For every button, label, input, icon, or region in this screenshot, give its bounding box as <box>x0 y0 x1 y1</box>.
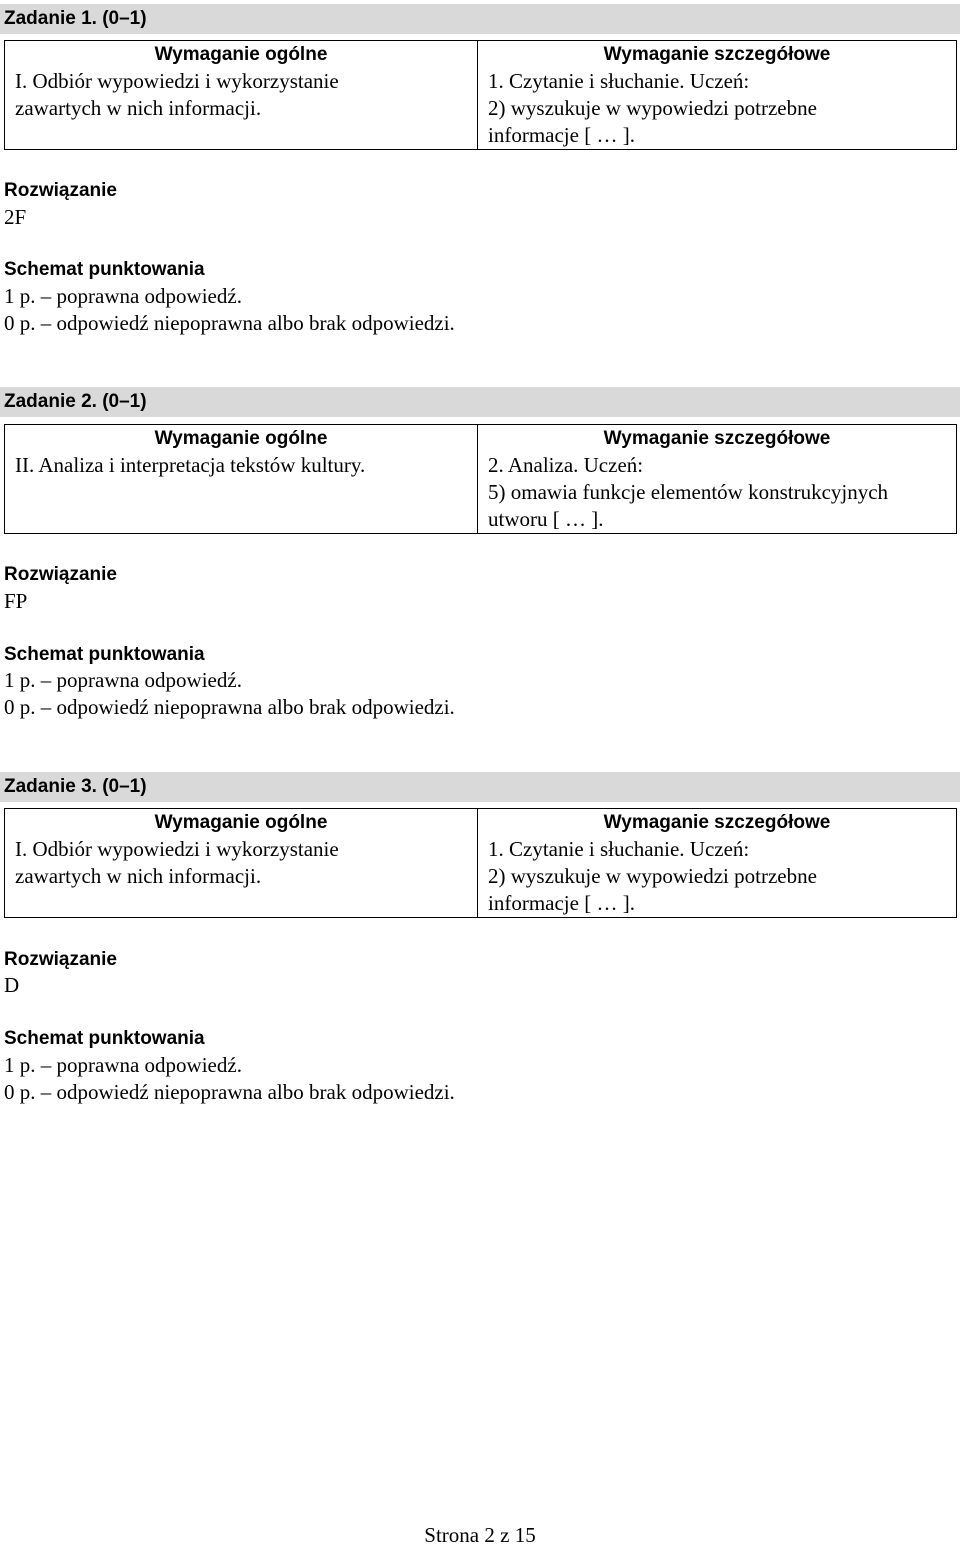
requirements-table <box>4 40 957 150</box>
scoring-line: 0 p. – odpowiedź niepoprawna albo brak odpowiedzi. <box>4 311 455 335</box>
specific-requirement: 1. Czytanie i słuchanie. Uczeń: 2) wyszukuje w wypowiedzi potrzebne informacje [ … ]. <box>478 68 957 150</box>
specific-requirement-heading: Wymaganie szczegółowe <box>478 425 957 453</box>
general-requirement: I. Odbiór wypowiedzi i wykorzystanie zawartych w nich informacji. <box>5 68 478 150</box>
scoring-line: 0 p. – odpowiedź niepoprawna albo brak odpowiedzi. <box>4 695 455 719</box>
task-header: Zadanie 2. (0–1) <box>0 387 960 417</box>
scoring-line: 1 p. – poprawna odpowiedź. <box>4 1053 242 1077</box>
scoring-heading: Schemat punktowania <box>4 1028 205 1049</box>
general-requirement-heading: Wymaganie ogólne <box>5 809 478 837</box>
task-1 <box>0 4 960 147</box>
solution-value: D <box>4 973 20 997</box>
solution-value: 2F <box>4 205 27 229</box>
general-requirement-heading: Wymaganie ogólne <box>5 41 478 69</box>
task-2 <box>0 387 960 531</box>
page-number: Strona 2 z 15 <box>424 1523 536 1547</box>
scoring-heading: Schemat punktowania <box>4 644 205 665</box>
task-header: Zadanie 3. (0–1) <box>0 772 960 802</box>
task-header: Zadanie 1. (0–1) <box>0 4 960 34</box>
scoring-line: 1 p. – poprawna odpowiedź. <box>4 284 242 308</box>
task-3 <box>0 772 960 915</box>
specific-requirement: 2. Analiza. Uczeń: 5) omawia funkcje elementów konstrukcyjnych utworu [ … ]. <box>478 452 957 534</box>
solution-heading: Rozwiązanie <box>4 564 117 585</box>
general-requirement: II. Analiza i interpretacja tekstów kultury. <box>5 452 478 534</box>
requirements-table <box>4 424 957 534</box>
specific-requirement-heading: Wymaganie szczegółowe <box>478 41 957 69</box>
specific-requirement-heading: Wymaganie szczegółowe <box>478 809 957 837</box>
solution-heading: Rozwiązanie <box>4 949 117 970</box>
general-requirement-heading: Wymaganie ogólne <box>5 425 478 453</box>
scoring-heading: Schemat punktowania <box>4 259 205 280</box>
scoring-line: 1 p. – poprawna odpowiedź. <box>4 668 242 692</box>
general-requirement: I. Odbiór wypowiedzi i wykorzystanie zawartych w nich informacji. <box>5 836 478 918</box>
scoring-line: 0 p. – odpowiedź niepoprawna albo brak odpowiedzi. <box>4 1080 455 1104</box>
solution-value: FP <box>4 589 28 613</box>
solution-heading: Rozwiązanie <box>4 180 117 201</box>
requirements-table <box>4 808 957 918</box>
specific-requirement: 1. Czytanie i słuchanie. Uczeń: 2) wyszukuje w wypowiedzi potrzebne informacje [ … ]. <box>478 836 957 918</box>
